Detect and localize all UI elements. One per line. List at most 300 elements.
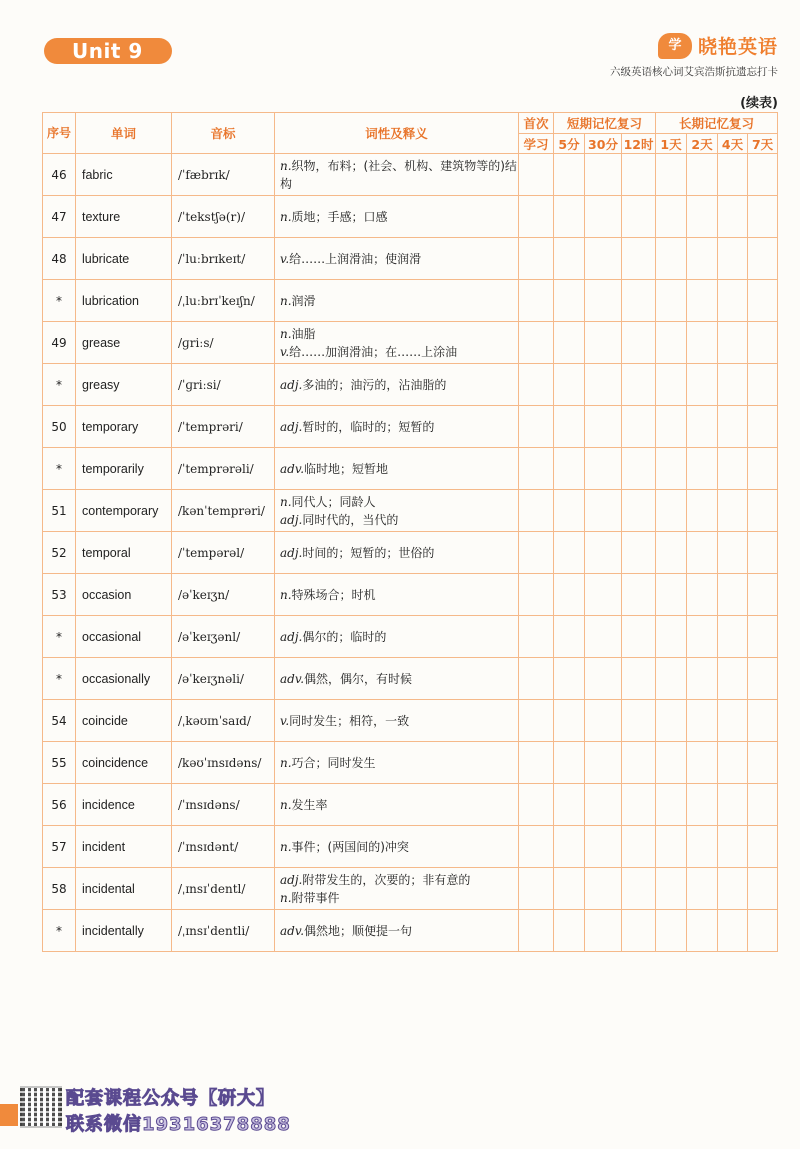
table-row	[43, 364, 778, 406]
review-checkbox-cell[interactable]	[554, 742, 585, 784]
definition-line	[280, 208, 518, 226]
review-checkbox-cell[interactable]	[585, 196, 622, 238]
review-checkbox-cell[interactable]	[656, 322, 687, 364]
row-definition	[275, 574, 519, 616]
meaning-text: 时间的；短暂的；世俗的	[302, 545, 435, 560]
promo-line-1: 配套课程公众号【研大】	[66, 1088, 275, 1109]
row-word: greasy	[76, 364, 172, 406]
review-checkbox-cell[interactable]	[585, 448, 622, 490]
review-checkbox-cell[interactable]	[622, 742, 656, 784]
meaning-text: 同时代的，当代的	[302, 512, 399, 527]
vocab-table	[42, 112, 778, 952]
part-of-speech: adv.	[280, 923, 305, 938]
meaning-text: 巧合；同时发生	[291, 755, 376, 770]
table-row	[43, 280, 778, 322]
row-number: *	[43, 616, 76, 658]
review-checkbox-cell[interactable]	[656, 658, 687, 700]
header-short-col: 5分	[554, 134, 585, 154]
review-checkbox-cell[interactable]	[718, 700, 748, 742]
row-phonetic: /ɡriːs/	[172, 322, 275, 364]
review-checkbox-cell[interactable]	[519, 826, 554, 868]
review-checkbox-cell[interactable]	[656, 406, 687, 448]
row-word: occasional	[76, 616, 172, 658]
part-of-speech: n.	[280, 587, 292, 602]
definition-line	[280, 754, 518, 772]
review-checkbox-cell[interactable]	[748, 322, 778, 364]
part-of-speech: v.	[280, 713, 290, 728]
review-checkbox-cell[interactable]	[687, 196, 718, 238]
row-definition	[275, 784, 519, 826]
row-definition	[275, 868, 519, 910]
definition-line	[280, 544, 518, 562]
meaning-text: 给……加润滑油；在……上涂油	[289, 344, 458, 359]
definition-line	[280, 586, 518, 604]
meaning-text: 多油的；油污的，沾油脂的	[302, 377, 447, 392]
review-checkbox-cell[interactable]	[519, 448, 554, 490]
header-long-col: 1天	[656, 134, 687, 154]
part-of-speech: n.	[280, 890, 292, 905]
review-checkbox-cell[interactable]	[622, 238, 656, 280]
definition-line	[280, 922, 518, 940]
review-checkbox-cell[interactable]	[718, 280, 748, 322]
review-checkbox-cell[interactable]	[687, 322, 718, 364]
row-word: temporary	[76, 406, 172, 448]
header-phonetic: 音标	[172, 113, 275, 154]
review-checkbox-cell[interactable]	[718, 658, 748, 700]
row-phonetic: /ˌɪnsɪˈdentl/	[172, 868, 275, 910]
review-checkbox-cell[interactable]	[554, 364, 585, 406]
review-checkbox-cell[interactable]	[554, 490, 585, 532]
header-short-col: 30分	[585, 134, 622, 154]
definition-line	[280, 889, 518, 907]
review-checkbox-cell[interactable]	[656, 784, 687, 826]
row-phonetic: /ˈɡriːsi/	[172, 364, 275, 406]
row-phonetic: /ˈfæbrɪk/	[172, 154, 275, 196]
row-number: 50	[43, 406, 76, 448]
review-checkbox-cell[interactable]	[554, 154, 585, 196]
row-phonetic: /ˈtempərəl/	[172, 532, 275, 574]
review-checkbox-cell[interactable]	[687, 868, 718, 910]
review-checkbox-cell[interactable]	[748, 406, 778, 448]
row-word: fabric	[76, 154, 172, 196]
header-first: 首次	[519, 113, 554, 134]
review-checkbox-cell[interactable]	[656, 574, 687, 616]
review-checkbox-cell[interactable]	[656, 490, 687, 532]
review-checkbox-cell[interactable]	[718, 238, 748, 280]
row-number: *	[43, 910, 76, 952]
review-checkbox-cell[interactable]	[748, 154, 778, 196]
review-checkbox-cell[interactable]	[585, 574, 622, 616]
review-checkbox-cell[interactable]	[748, 784, 778, 826]
review-checkbox-cell[interactable]	[585, 364, 622, 406]
meaning-text: 质地；手感；口感	[291, 209, 388, 224]
review-checkbox-cell[interactable]	[554, 826, 585, 868]
row-definition	[275, 742, 519, 784]
part-of-speech: n.	[280, 494, 292, 509]
review-checkbox-cell[interactable]	[718, 742, 748, 784]
review-checkbox-cell[interactable]	[519, 196, 554, 238]
review-checkbox-cell[interactable]	[718, 154, 748, 196]
row-phonetic: /ˈtemprəri/	[172, 406, 275, 448]
review-checkbox-cell[interactable]	[687, 658, 718, 700]
definition-line	[280, 628, 518, 646]
review-checkbox-cell[interactable]	[748, 658, 778, 700]
header-short-term: 短期记忆复习	[554, 113, 656, 134]
review-checkbox-cell[interactable]	[656, 280, 687, 322]
part-of-speech: n.	[280, 326, 292, 341]
row-definition	[275, 532, 519, 574]
review-checkbox-cell[interactable]	[656, 742, 687, 784]
row-number: 55	[43, 742, 76, 784]
definition-line	[280, 157, 518, 193]
definition-line	[280, 493, 518, 511]
review-checkbox-cell[interactable]	[585, 658, 622, 700]
review-checkbox-cell[interactable]	[554, 574, 585, 616]
review-checkbox-cell[interactable]	[748, 280, 778, 322]
footer-accent-bar	[0, 1104, 18, 1126]
table-row	[43, 616, 778, 658]
review-checkbox-cell[interactable]	[554, 658, 585, 700]
review-checkbox-cell[interactable]	[554, 322, 585, 364]
review-checkbox-cell[interactable]	[718, 868, 748, 910]
review-checkbox-cell[interactable]	[585, 700, 622, 742]
row-word: coincidence	[76, 742, 172, 784]
review-checkbox-cell[interactable]	[585, 280, 622, 322]
part-of-speech: n.	[280, 839, 292, 854]
continued-label: (续表)	[740, 96, 778, 111]
brand-logo	[658, 32, 778, 59]
row-number: 57	[43, 826, 76, 868]
review-checkbox-cell[interactable]	[585, 154, 622, 196]
review-checkbox-cell[interactable]	[622, 322, 656, 364]
review-checkbox-cell[interactable]	[519, 658, 554, 700]
meaning-text: 给……上润滑油；使润滑	[289, 251, 422, 266]
review-checkbox-cell[interactable]	[748, 574, 778, 616]
part-of-speech: adj.	[280, 377, 303, 392]
review-checkbox-cell[interactable]	[585, 742, 622, 784]
review-checkbox-cell[interactable]	[748, 238, 778, 280]
review-checkbox-cell[interactable]	[748, 700, 778, 742]
header-num: 序号	[43, 113, 76, 154]
row-word: lubricate	[76, 238, 172, 280]
part-of-speech: n.	[280, 755, 292, 770]
review-checkbox-cell[interactable]	[656, 532, 687, 574]
review-checkbox-cell[interactable]	[687, 616, 718, 658]
review-checkbox-cell[interactable]	[519, 490, 554, 532]
review-checkbox-cell[interactable]	[687, 532, 718, 574]
review-checkbox-cell[interactable]	[687, 154, 718, 196]
review-checkbox-cell[interactable]	[656, 616, 687, 658]
part-of-speech: n.	[280, 209, 292, 224]
review-checkbox-cell[interactable]	[718, 196, 748, 238]
header-long-col: 7天	[748, 134, 778, 154]
review-checkbox-cell[interactable]	[718, 490, 748, 532]
part-of-speech: adv.	[280, 671, 305, 686]
definition-line	[280, 418, 518, 436]
definition-line	[280, 712, 518, 730]
review-checkbox-cell[interactable]	[585, 490, 622, 532]
row-definition	[275, 322, 519, 364]
review-checkbox-cell[interactable]	[687, 910, 718, 952]
review-checkbox-cell[interactable]	[585, 532, 622, 574]
review-checkbox-cell[interactable]	[519, 280, 554, 322]
review-checkbox-cell[interactable]	[748, 910, 778, 952]
page-subtitle: 六级英语核心词艾宾浩斯抗遗忘打卡	[610, 66, 778, 78]
table-row	[43, 406, 778, 448]
header-long-term: 长期记忆复习	[656, 113, 778, 134]
review-checkbox-cell[interactable]	[622, 700, 656, 742]
review-checkbox-cell[interactable]	[622, 490, 656, 532]
row-number: 51	[43, 490, 76, 532]
review-checkbox-cell[interactable]	[687, 700, 718, 742]
row-phonetic: /kəʊˈɪnsɪdəns/	[172, 742, 275, 784]
part-of-speech: v.	[280, 251, 290, 266]
row-word: lubrication	[76, 280, 172, 322]
part-of-speech: adj.	[280, 512, 303, 527]
review-checkbox-cell[interactable]	[554, 700, 585, 742]
meaning-text: 发生率	[291, 797, 328, 812]
row-definition	[275, 154, 519, 196]
review-checkbox-cell[interactable]	[718, 826, 748, 868]
review-checkbox-cell[interactable]	[622, 364, 656, 406]
review-checkbox-cell[interactable]	[554, 196, 585, 238]
row-definition	[275, 826, 519, 868]
table-row	[43, 700, 778, 742]
row-definition	[275, 616, 519, 658]
row-phonetic: /ˌluːbrɪˈkeɪʃn/	[172, 280, 275, 322]
row-definition	[275, 364, 519, 406]
table-row	[43, 574, 778, 616]
review-checkbox-cell[interactable]	[519, 154, 554, 196]
review-checkbox-cell[interactable]	[656, 910, 687, 952]
row-word: texture	[76, 196, 172, 238]
review-checkbox-cell[interactable]	[622, 658, 656, 700]
definition-line	[280, 250, 518, 268]
row-number: *	[43, 658, 76, 700]
review-checkbox-cell[interactable]	[585, 322, 622, 364]
row-number: 49	[43, 322, 76, 364]
review-checkbox-cell[interactable]	[656, 196, 687, 238]
review-checkbox-cell[interactable]	[687, 574, 718, 616]
review-checkbox-cell[interactable]	[656, 238, 687, 280]
table-row	[43, 826, 778, 868]
review-checkbox-cell[interactable]	[554, 280, 585, 322]
header-short-col: 12时	[622, 134, 656, 154]
review-checkbox-cell[interactable]	[519, 742, 554, 784]
definition-line	[280, 511, 518, 529]
review-checkbox-cell[interactable]	[554, 238, 585, 280]
row-number: 54	[43, 700, 76, 742]
review-checkbox-cell[interactable]	[554, 910, 585, 952]
review-checkbox-cell[interactable]	[718, 448, 748, 490]
review-checkbox-cell[interactable]	[718, 532, 748, 574]
review-checkbox-cell[interactable]	[519, 784, 554, 826]
meaning-text: 附带事件	[291, 890, 340, 905]
review-checkbox-cell[interactable]	[554, 406, 585, 448]
review-checkbox-cell[interactable]	[718, 574, 748, 616]
review-checkbox-cell[interactable]	[519, 868, 554, 910]
review-checkbox-cell[interactable]	[656, 154, 687, 196]
review-checkbox-cell[interactable]	[622, 574, 656, 616]
review-checkbox-cell[interactable]	[622, 784, 656, 826]
row-number: 52	[43, 532, 76, 574]
header-first-sub: 学习	[519, 134, 554, 154]
review-checkbox-cell[interactable]	[554, 616, 585, 658]
review-checkbox-cell[interactable]	[748, 490, 778, 532]
review-checkbox-cell[interactable]	[622, 616, 656, 658]
review-checkbox-cell[interactable]	[718, 322, 748, 364]
review-checkbox-cell[interactable]	[554, 784, 585, 826]
review-checkbox-cell[interactable]	[585, 406, 622, 448]
table-row	[43, 238, 778, 280]
meaning-text: 附带发生的，次要的；非有意的	[302, 872, 471, 887]
meaning-text: 特殊场合；时机	[291, 587, 376, 602]
row-word: temporal	[76, 532, 172, 574]
review-checkbox-cell[interactable]	[656, 826, 687, 868]
definition-line	[280, 796, 518, 814]
row-definition	[275, 238, 519, 280]
row-definition	[275, 700, 519, 742]
row-word: occasionally	[76, 658, 172, 700]
review-checkbox-cell[interactable]	[687, 742, 718, 784]
part-of-speech: adv.	[280, 461, 305, 476]
review-checkbox-cell[interactable]	[748, 868, 778, 910]
part-of-speech: n.	[280, 158, 292, 173]
review-checkbox-cell[interactable]	[585, 826, 622, 868]
review-checkbox-cell[interactable]	[718, 406, 748, 448]
row-phonetic: /ˈɪnsɪdəns/	[172, 784, 275, 826]
review-checkbox-cell[interactable]	[554, 868, 585, 910]
review-checkbox-cell[interactable]	[519, 322, 554, 364]
review-checkbox-cell[interactable]	[687, 406, 718, 448]
review-checkbox-cell[interactable]	[687, 826, 718, 868]
meaning-text: 同时发生；相符，一致	[289, 713, 410, 728]
row-definition	[275, 448, 519, 490]
part-of-speech: adj.	[280, 629, 303, 644]
review-checkbox-cell[interactable]	[718, 784, 748, 826]
review-checkbox-cell[interactable]	[519, 574, 554, 616]
review-checkbox-cell[interactable]	[585, 616, 622, 658]
review-checkbox-cell[interactable]	[687, 448, 718, 490]
review-checkbox-cell[interactable]	[585, 910, 622, 952]
header-word: 单词	[76, 113, 172, 154]
review-checkbox-cell[interactable]	[519, 364, 554, 406]
review-checkbox-cell[interactable]	[718, 910, 748, 952]
review-checkbox-cell[interactable]	[622, 448, 656, 490]
row-word: grease	[76, 322, 172, 364]
review-checkbox-cell[interactable]	[748, 448, 778, 490]
header-long-col: 4天	[718, 134, 748, 154]
review-checkbox-cell[interactable]	[622, 868, 656, 910]
review-checkbox-cell[interactable]	[687, 280, 718, 322]
row-number: 47	[43, 196, 76, 238]
review-checkbox-cell[interactable]	[519, 238, 554, 280]
promo-line-2: 联系微信19316378888	[66, 1114, 291, 1135]
meaning-text: 润滑	[291, 293, 316, 308]
review-checkbox-cell[interactable]	[748, 532, 778, 574]
table-row	[43, 742, 778, 784]
unit-badge: Unit 9	[44, 38, 172, 64]
logo-text: 晓艳英语	[697, 36, 778, 58]
row-word: temporarily	[76, 448, 172, 490]
meaning-text: 织物，布料；(社会、机构、建筑物等的)结构	[280, 158, 517, 191]
review-checkbox-cell[interactable]	[519, 910, 554, 952]
meaning-text: 偶然地；顺便提一句	[304, 923, 413, 938]
part-of-speech: n.	[280, 797, 292, 812]
table-row	[43, 868, 778, 910]
review-checkbox-cell[interactable]	[656, 448, 687, 490]
review-checkbox-cell[interactable]	[585, 784, 622, 826]
definition-line	[280, 325, 518, 343]
row-definition	[275, 280, 519, 322]
table-row	[43, 448, 778, 490]
review-checkbox-cell[interactable]	[748, 364, 778, 406]
meaning-text: 偶然，偶尔，有时候	[304, 671, 413, 686]
review-checkbox-cell[interactable]	[622, 406, 656, 448]
review-checkbox-cell[interactable]	[554, 448, 585, 490]
review-checkbox-cell[interactable]	[622, 826, 656, 868]
part-of-speech: adj.	[280, 545, 303, 560]
row-word: occasion	[76, 574, 172, 616]
review-checkbox-cell[interactable]	[687, 238, 718, 280]
review-checkbox-cell[interactable]	[748, 196, 778, 238]
row-phonetic: /ˈɪnsɪdənt/	[172, 826, 275, 868]
row-word: incidental	[76, 868, 172, 910]
table-row	[43, 532, 778, 574]
review-checkbox-cell[interactable]	[687, 490, 718, 532]
review-checkbox-cell[interactable]	[748, 742, 778, 784]
review-checkbox-cell[interactable]	[748, 826, 778, 868]
row-number: 46	[43, 154, 76, 196]
review-checkbox-cell[interactable]	[687, 784, 718, 826]
review-checkbox-cell[interactable]	[656, 868, 687, 910]
review-checkbox-cell[interactable]	[718, 364, 748, 406]
meaning-text: 事件；(两国间的)冲突	[291, 839, 409, 854]
review-checkbox-cell[interactable]	[748, 616, 778, 658]
review-checkbox-cell[interactable]	[585, 238, 622, 280]
row-number: 58	[43, 868, 76, 910]
review-checkbox-cell[interactable]	[687, 364, 718, 406]
review-checkbox-cell[interactable]	[656, 700, 687, 742]
review-checkbox-cell[interactable]	[622, 532, 656, 574]
review-checkbox-cell[interactable]	[622, 280, 656, 322]
row-number: *	[43, 364, 76, 406]
row-number: *	[43, 448, 76, 490]
row-definition	[275, 406, 519, 448]
header-long-col: 2天	[687, 134, 718, 154]
review-checkbox-cell[interactable]	[519, 532, 554, 574]
review-checkbox-cell[interactable]	[622, 196, 656, 238]
review-checkbox-cell[interactable]	[519, 700, 554, 742]
definition-line	[280, 292, 518, 310]
row-word: incidence	[76, 784, 172, 826]
row-definition	[275, 196, 519, 238]
table-row	[43, 658, 778, 700]
row-phonetic: /əˈkeɪʒnəli/	[172, 658, 275, 700]
review-checkbox-cell[interactable]	[622, 154, 656, 196]
definition-line	[280, 871, 518, 889]
review-checkbox-cell[interactable]	[656, 364, 687, 406]
table-row	[43, 784, 778, 826]
review-checkbox-cell[interactable]	[519, 406, 554, 448]
qr-code-pattern	[20, 1086, 62, 1128]
review-checkbox-cell[interactable]	[585, 868, 622, 910]
review-checkbox-cell[interactable]	[622, 910, 656, 952]
review-checkbox-cell[interactable]	[554, 532, 585, 574]
review-checkbox-cell[interactable]	[519, 616, 554, 658]
footer-promo	[0, 1084, 320, 1142]
review-checkbox-cell[interactable]	[718, 616, 748, 658]
